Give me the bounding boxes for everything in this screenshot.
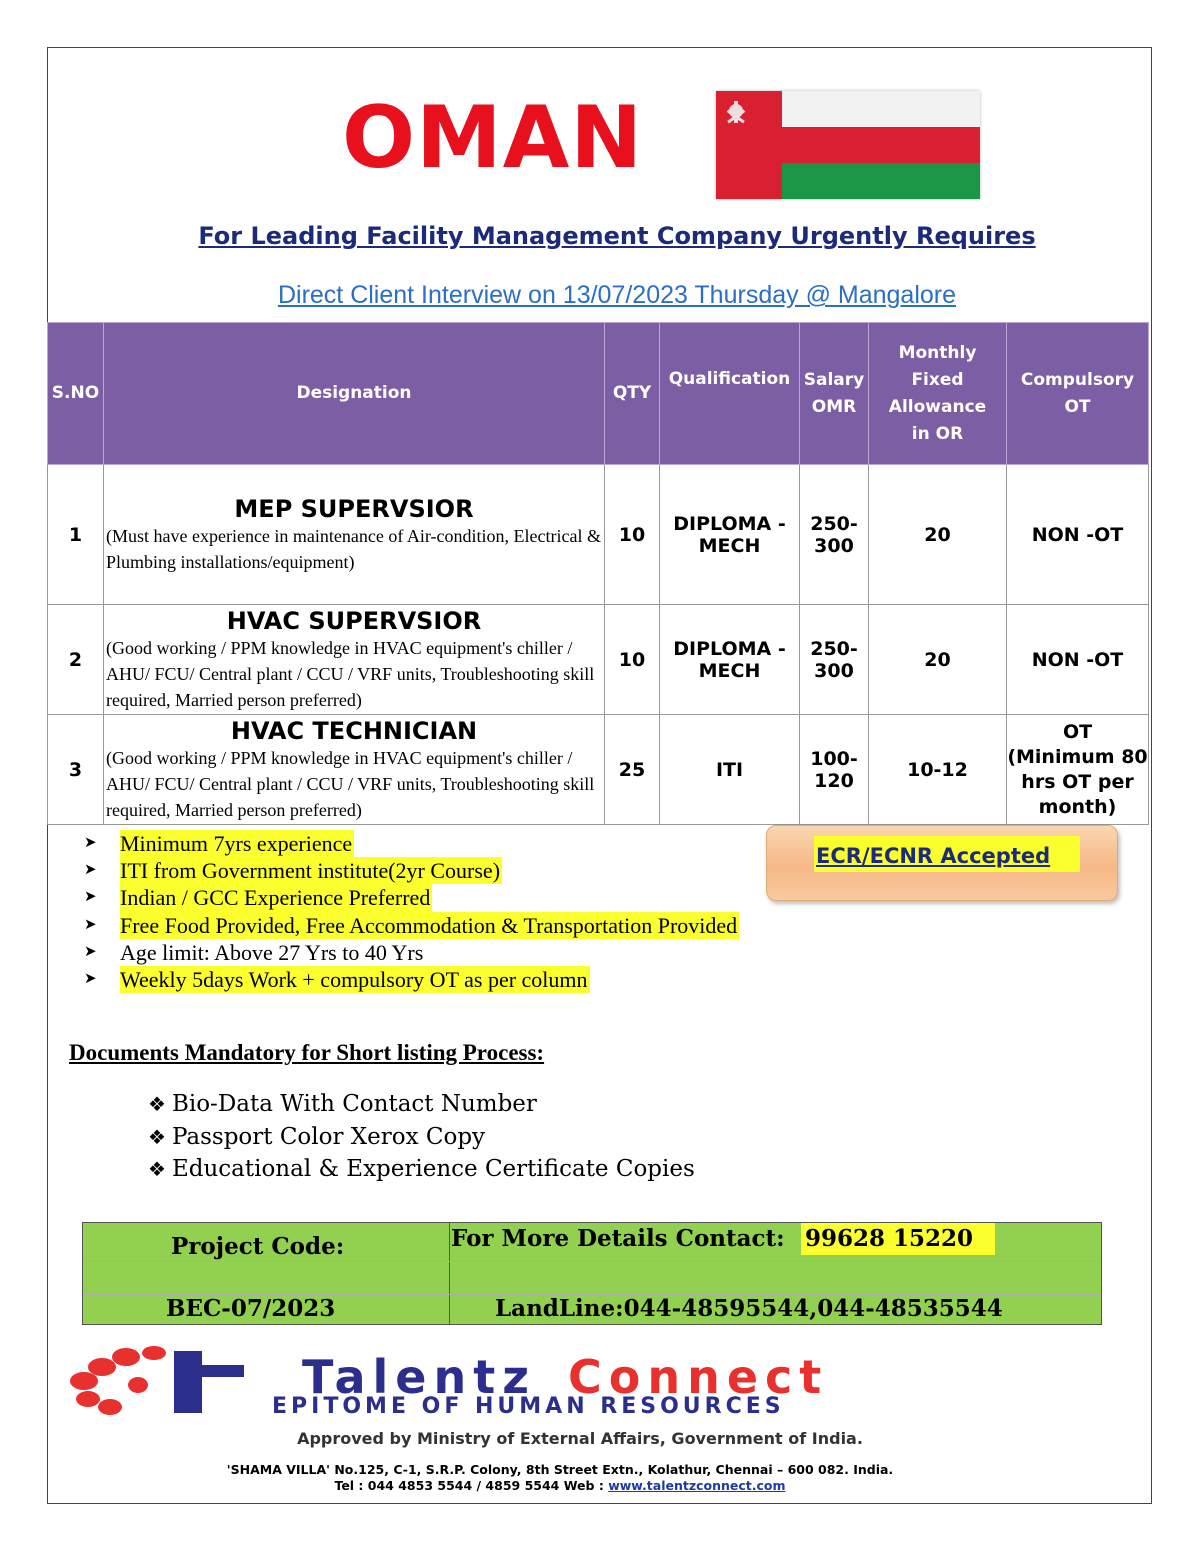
requirement-text: ITI from Government institute(2yr Course) — [120, 858, 501, 884]
cell-ot — [1007, 715, 1149, 825]
document-text: Bio-Data With Contact Number — [171, 1091, 537, 1117]
designation-title: MEP SUPERVSIOR — [234, 494, 474, 523]
list-item — [84, 830, 739, 857]
cell-qty: 10 — [605, 605, 660, 715]
cell-ot: NON -OT — [1007, 465, 1149, 605]
header-salary — [800, 323, 869, 465]
ot-line: OT — [1062, 720, 1093, 743]
cell-qualification — [660, 605, 800, 715]
designation-title: HVAC TECHNICIAN — [230, 716, 478, 745]
table-row — [48, 715, 1149, 825]
cell-sno: 2 — [48, 605, 104, 715]
requirement-text: Weekly 5days Work + compulsory OT as per column — [120, 967, 588, 993]
contact-box — [82, 1222, 1102, 1325]
cell-sno: 1 — [48, 465, 104, 605]
country-title: OMAN — [342, 88, 644, 188]
interview-info: Direct Client Interview on 13/07/2023 Thursday @ Mangalore — [277, 281, 957, 309]
table-header-row — [48, 323, 1149, 465]
cell-qty: 10 — [605, 465, 660, 605]
header-ot — [1007, 323, 1149, 465]
requirement-text: Minimum 7yrs experience — [120, 831, 353, 856]
salary-line: 250- — [810, 637, 858, 660]
header-sno: S.NO — [48, 323, 104, 465]
ot-line: hrs OT per — [1021, 770, 1134, 793]
designation-desc: (Good working / PPM knowledge in HVAC equipment's chiller / AHU/ FCU/ Central plant / CCU / VRF units, Troubleshooting skill required, Married person preferred) — [106, 747, 595, 820]
header-salary-line: OMR — [811, 396, 857, 417]
diamond-bullet-icon: ❖ — [148, 1157, 166, 1181]
table-row — [48, 465, 1149, 605]
list-item — [84, 912, 739, 939]
telephone-text: Tel : 044 4853 5544 / 4859 5544 Web : — [334, 1478, 609, 1493]
company-name-part: Talentz — [302, 1350, 536, 1404]
arrow-bullet-icon: ➤ — [84, 916, 97, 933]
list-item — [148, 1088, 695, 1121]
ecr-badge — [766, 825, 1118, 901]
contact-label: For More Details Contact: — [451, 1225, 785, 1252]
list-item — [148, 1121, 695, 1154]
header-allowance-line: Fixed — [911, 369, 964, 390]
documents-title: Documents Mandatory for Short listing Process: — [69, 1040, 545, 1065]
designation-desc: (Must have experience in maintenance of Air-condition, Electrical & Plumbing installations/equipment) — [106, 525, 601, 572]
approval-note: Approved by Ministry of External Affairs, Government of India. — [297, 1429, 863, 1448]
header-qualification: Qualification — [660, 323, 800, 465]
cell-salary — [800, 465, 869, 605]
salary-line: 300 — [814, 534, 854, 557]
salary-line: 300 — [814, 659, 854, 682]
header-allowance — [869, 323, 1007, 465]
ot-line: month) — [1038, 795, 1117, 818]
qualification-line: DIPLOMA - — [673, 512, 786, 535]
cell-designation — [104, 715, 605, 825]
contact-landline: LandLine:044-48595544,044-48535544 — [495, 1295, 1003, 1322]
requirement-text: Free Food Provided, Free Accommodation & Transportation Provided — [120, 912, 738, 938]
divider — [449, 1223, 450, 1324]
diamond-bullet-icon: ❖ — [148, 1124, 166, 1149]
cell-designation — [104, 605, 605, 715]
jobs-table — [47, 322, 1149, 825]
list-item — [84, 966, 739, 993]
documents-list — [148, 1088, 695, 1186]
document-text: Passport Color Xerox Copy — [171, 1123, 486, 1150]
cell-designation — [104, 465, 605, 605]
project-code-value: BEC-07/2023 — [166, 1295, 336, 1322]
list-item — [84, 884, 739, 911]
table-row — [48, 605, 1149, 715]
arrow-bullet-icon: ➤ — [84, 971, 97, 988]
cell-qualification: ITI — [660, 715, 800, 825]
cell-allowance: 20 — [869, 465, 1007, 605]
salary-line: 120 — [814, 769, 854, 792]
arrow-bullet-icon: ➤ — [84, 835, 97, 851]
header-qty: QTY — [605, 323, 660, 465]
header-allowance-line: Allowance — [888, 396, 987, 417]
list-item — [84, 857, 739, 884]
cell-salary — [800, 715, 869, 825]
cell-salary — [800, 605, 869, 715]
talentz-logo-icon — [66, 1345, 246, 1417]
cell-ot: NON -OT — [1007, 605, 1149, 715]
arrow-bullet-icon: ➤ — [84, 889, 97, 906]
qualification-line: MECH — [698, 659, 761, 682]
cell-sno: 3 — [48, 715, 104, 825]
list-item — [84, 939, 739, 966]
designation-desc: (Good working / PPM knowledge in HVAC equipment's chiller / AHU/ FCU/ Central plant / CCU / VRF units, Troubleshooting skill required, Married person preferred) — [106, 637, 595, 710]
requirement-text: Age limit: Above 27 Yrs to 40 Yrs — [120, 939, 424, 965]
header-ot-line: Compulsory — [1020, 369, 1135, 390]
requirement-text: Indian / GCC Experience Preferred — [120, 885, 431, 911]
header-ot-line: OT — [1064, 396, 1091, 417]
document-text: Educational & Experience Certificate Copies — [171, 1156, 695, 1182]
header-designation: Designation — [104, 323, 605, 465]
headline: For Leading Facility Management Company Urgently Requires — [198, 222, 1036, 250]
salary-line: 100- — [810, 747, 858, 770]
project-code-label: Project Code: — [171, 1233, 345, 1260]
contact-phone: 99628 15220 — [801, 1223, 995, 1255]
header-allowance-line: Monthly — [898, 342, 977, 363]
arrow-bullet-icon: ➤ — [84, 862, 97, 879]
company-address: 'SHAMA VILLA' No.125, C-1, S.R.P. Colony, 8th Street Extn., Kolathur, Chennai – 600 082. India. — [226, 1462, 894, 1477]
cell-allowance: 20 — [869, 605, 1007, 715]
header-allowance-line: in OR — [911, 423, 964, 444]
ecr-badge-text: ECR/ECNR Accepted — [814, 836, 1080, 872]
cell-qualification — [660, 465, 800, 605]
header-salary-line: Salary — [803, 369, 865, 390]
divider — [83, 1261, 1101, 1262]
oman-flag-icon — [716, 91, 980, 199]
ot-line: (Minimum 80 — [1007, 745, 1148, 768]
contact-line — [0, 1478, 1120, 1493]
cell-allowance: 10-12 — [869, 715, 1007, 825]
qualification-line: DIPLOMA - — [673, 637, 786, 660]
salary-line: 250- — [810, 512, 858, 535]
requirements-list — [84, 830, 739, 993]
diamond-bullet-icon: ❖ — [148, 1092, 166, 1116]
arrow-bullet-icon: ➤ — [84, 943, 97, 960]
company-tagline: EPITOME OF HUMAN RESOURCES — [272, 1394, 785, 1419]
qualification-line: MECH — [698, 534, 761, 557]
website-link[interactable]: www.talentzconnect.com — [608, 1478, 786, 1493]
list-item — [148, 1153, 695, 1186]
cell-qty: 25 — [605, 715, 660, 825]
company-name-part: Connect — [567, 1350, 829, 1404]
designation-title: HVAC SUPERVSIOR — [226, 606, 482, 635]
